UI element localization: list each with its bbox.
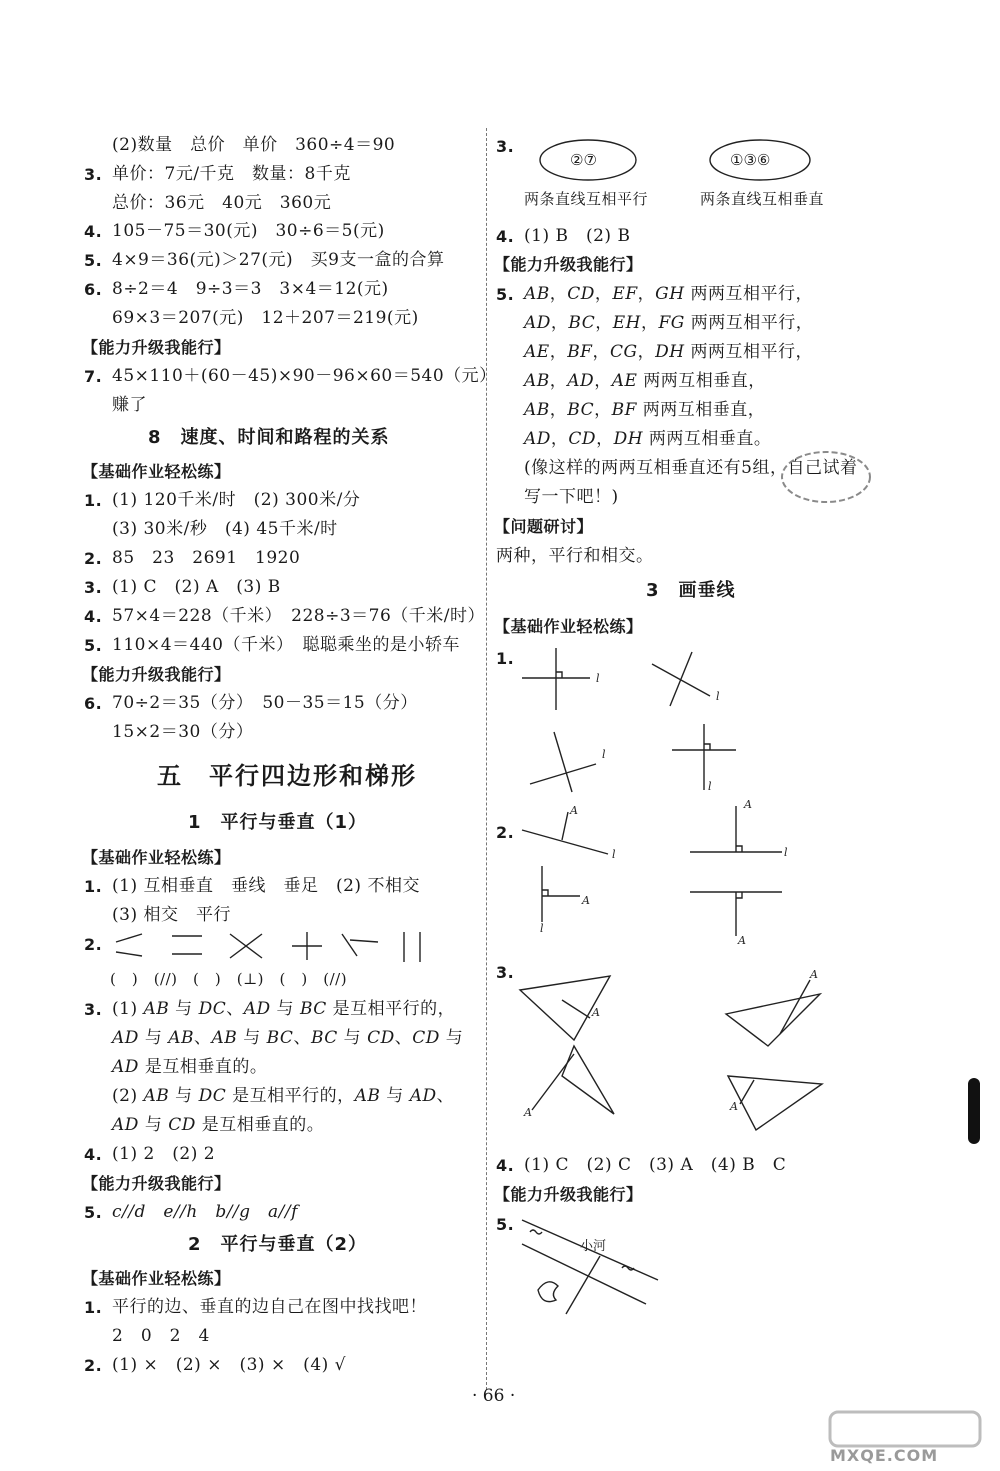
text: BF [567,342,593,362]
text: CD [568,429,597,449]
text: AE [611,371,638,391]
section-tag: 【能力升级我能行】 [82,338,231,357]
item-number: 1. [84,1298,103,1317]
answer-line [112,1027,463,1049]
text: ， [549,400,568,420]
item-number: 3. [84,578,103,597]
oval-2-caption: 两条直线互相垂直 [700,190,825,208]
line-label: l [716,690,720,703]
answer-line [112,1085,454,1107]
oval-1-caption: 两条直线互相平行 [524,190,649,208]
text: DC [198,999,227,1019]
text: CD [412,1028,440,1048]
answer-line: (3) 相交 平行 [112,905,231,925]
answer-line: 70÷2＝35（分） 50－35＝15（分） [112,693,418,713]
answer-line: (1) B (2) B [524,226,631,246]
text: BC [266,1028,294,1048]
section-tag: 【能力升级我能行】 [494,1185,643,1204]
item-number: 1. [496,649,515,668]
item-number: 3. [84,1000,103,1019]
text: 、 [394,1028,413,1048]
item-number: 5. [84,251,103,270]
text: BF [611,400,637,420]
text: ， [549,284,568,304]
text: AD [112,1115,139,1135]
item-number: 1. [84,877,103,896]
text: ， [594,371,612,391]
answer-line: 4×9＝36(元)＞27(元) 买9支一盒的合算 [112,250,445,270]
text: (2) [112,1086,144,1106]
answer-line [524,428,771,450]
line-label: l [540,922,544,935]
text: 是互相平行的， [226,1086,355,1106]
item-number: 4. [84,1145,103,1164]
answer-line: (1) C (2) C (3) A (4) B C [524,1155,787,1175]
text: 两两互相垂直， [637,371,766,391]
answer-line: (1) 2 (2) 2 [112,1144,216,1164]
point-label: A [582,894,590,907]
text: AB [168,1028,195,1048]
text: ， [592,342,610,362]
triangle-heights-figure [518,960,838,1130]
section-tag: 【能力升级我能行】 [82,1174,231,1193]
text: 、 [226,999,244,1019]
text: GH [655,284,685,304]
section-tag: 【问题研讨】 [494,517,594,536]
text: AB [143,1086,170,1106]
line-label: l [596,672,600,685]
text: CD [567,284,595,304]
text: 与 [270,999,300,1019]
item-number: 2. [84,549,103,568]
item-number: 5. [496,1215,515,1234]
text: BC [568,313,596,333]
text: 与 [439,1028,464,1048]
item-number: 7. [84,367,103,386]
text: AD [567,371,595,391]
answer-line: (3) 30米/秒 (4) 45千米/时 [112,519,338,539]
text: ， [549,342,568,362]
item-number: 5. [496,285,515,304]
text: 是互相垂直的。 [138,1057,268,1077]
text: ， [550,429,569,449]
line-label: l [784,846,788,859]
text: ， [641,313,659,333]
text: 两两互相垂直， [636,400,766,420]
answer-line: (2)数量 总价 单价 360÷4＝90 [112,135,396,155]
section-title: 8 速度、时间和路程的关系 [148,427,390,448]
item-number: 2. [496,823,515,842]
text: 与 [169,999,199,1019]
item-number: 4. [84,222,103,241]
answer-line: 69×3＝207(元) 12＋207＝219(元) [112,308,419,328]
text: BC [299,999,327,1019]
page-number: · 66 · [472,1386,516,1406]
river-label: 小河 [580,1239,607,1254]
answer-line: c//d e//h b//g a//f [112,1202,298,1222]
answer-line: 105－75＝30(元) 30÷6＝5(元) [112,221,385,241]
point-label: A [592,1006,600,1019]
answer-line [524,312,813,334]
answer-line [524,370,766,392]
answer-line [112,998,455,1020]
point-label: A [570,804,578,817]
answer-note: (像这样的两两互相垂直还有5组，自己试着 [524,458,858,478]
answer-line: 赚了 [112,395,147,415]
answer-line: (1) 120千米/时 (2) 300米/分 [112,490,361,510]
answer-line [524,399,765,421]
text: DC [198,1086,227,1106]
answer-line [524,341,813,363]
text: AE [524,342,550,362]
item-number: 5. [84,1203,103,1222]
item-number: 2. [84,935,103,954]
text: FG [658,313,685,333]
answer-line: 单价：7元/千克 数量：8千克 [112,164,351,184]
scan-smudge [968,1078,980,1144]
line-pairs-figure [112,930,442,970]
text: AB [211,1028,238,1048]
line-label: l [602,748,606,761]
text: EH [612,313,641,333]
line-label: l [612,848,616,861]
text: ， [637,342,656,362]
text: 两两互相平行， [684,284,813,304]
text: CG [609,342,638,362]
text: 是互相垂直的。 [195,1115,325,1135]
river-figure [518,1210,668,1314]
answer-line [112,1114,324,1136]
text: 是互相平行的， [326,999,456,1019]
text: 与 [138,1028,169,1048]
text: AB [524,284,550,304]
text: AB [524,371,550,391]
answer-line: 两种，平行和相交。 [496,546,654,566]
text: ， [594,400,612,420]
watermark-text: MXQE.COM [830,1446,939,1465]
text: AD [524,429,551,449]
answer-line: (1) 互相垂直 垂线 垂足 (2) 不相交 [112,876,420,896]
section-tag: 【基础作业轻松练】 [82,462,231,481]
text: AD [409,1086,437,1106]
point-label: A [810,968,818,981]
text: 与 [380,1086,410,1106]
section-title: 2 平行与垂直（2） [188,1234,368,1255]
wave-icon [530,1230,542,1234]
text: AB [524,400,550,420]
text: DH [655,342,685,362]
item-number: 3. [496,137,515,156]
answer-line: 85 23 2691 1920 [112,548,301,568]
answer-line: 57×4＝228（千米） 228÷3＝76（千米/时） [112,606,486,626]
text: 、 [293,1028,311,1048]
item-number: 4. [84,607,103,626]
text: EF [612,284,638,304]
text: AD [243,999,271,1019]
text: CD [367,1028,395,1048]
answer-line: 110×4＝440（千米） 聪聪乘坐的是小轿车 [112,635,460,655]
section-tag: 【能力升级我能行】 [82,665,231,684]
line-label: l [708,780,712,793]
pairs-answers: ( ) (//) ( ) (⊥) ( ) (//) [110,970,348,988]
answer-line: 总价：36元 40元 360元 [112,193,332,213]
item-number: 4. [496,1156,515,1175]
stamp-seal [778,448,874,510]
section-tag: 【基础作业轻松练】 [82,1269,231,1288]
item-number: 3. [496,963,515,982]
section-tag: 【基础作业轻松练】 [82,848,231,867]
answer-line: 平行的边、垂直的边自己在图中找找吧！ [112,1297,427,1317]
duck-icon [538,1282,558,1302]
text: AB [354,1086,381,1106]
answer-line: (1) C (2) A (3) B [112,577,281,597]
answer-line: 8÷2＝4 9÷3＝3 3×4＝12(元) [112,279,389,299]
point-label: A [524,1106,532,1119]
text: 与 [237,1028,267,1048]
perpendicular-figure-2 [520,800,830,950]
section-title: 3 画垂线 [646,580,736,601]
text: AD [524,313,551,333]
answer-line [524,283,813,305]
perpendicular-figure-1 [520,644,820,804]
text: AB [143,999,170,1019]
answer-line: 2 0 2 4 [112,1326,210,1346]
item-number: 6. [84,280,103,299]
stamp-seal-graphic [778,448,874,506]
section-tag: 【能力升级我能行】 [494,255,643,274]
answer-note: 写一下吧！) [524,487,619,507]
item-number: 4. [496,227,515,246]
text: 、 [436,1086,455,1106]
text: BC [310,1028,338,1048]
answer-line [112,1056,267,1078]
text: DH [613,429,644,449]
point-label: A [730,1100,738,1113]
column-divider [486,128,487,1390]
answer-line: (1) × (2) × (3) × (4) √ [112,1355,347,1375]
text: 两两互相垂直。 [643,429,772,449]
text: ， [594,284,613,304]
answer-line: 15×2＝30（分） [112,722,254,742]
oval-1-label: ②⑦ [570,151,597,169]
text: 与 [337,1028,368,1048]
text: CD [168,1115,196,1135]
text: BC [567,400,595,420]
point-label: A [744,798,752,811]
text: 、 [194,1028,212,1048]
chapter-title: 五 平行四边形和梯形 [157,762,417,790]
item-number: 2. [84,1356,103,1375]
item-number: 5. [84,636,103,655]
text: AD [112,1028,139,1048]
text: ， [550,313,569,333]
text: 两两互相平行， [684,342,813,362]
text: ， [596,429,614,449]
text: AD [112,1057,139,1077]
point-label: A [738,934,746,947]
text: ， [595,313,613,333]
text: ， [549,371,568,391]
section-tag: 【基础作业轻松练】 [494,617,643,636]
item-number: 6. [84,694,103,713]
section-title: 1 平行与垂直（1） [188,812,368,833]
text: 与 [138,1115,169,1135]
text: (1) [112,999,144,1019]
item-number: 3. [84,165,103,184]
text: ， [637,284,656,304]
text: 两两互相平行， [684,313,814,333]
answer-line: 45×110＋(60－45)×90－96×60＝540（元） [112,366,497,386]
item-number: 1. [84,491,103,510]
oval-2-label: ①③⑥ [730,151,771,169]
text: 与 [169,1086,199,1106]
